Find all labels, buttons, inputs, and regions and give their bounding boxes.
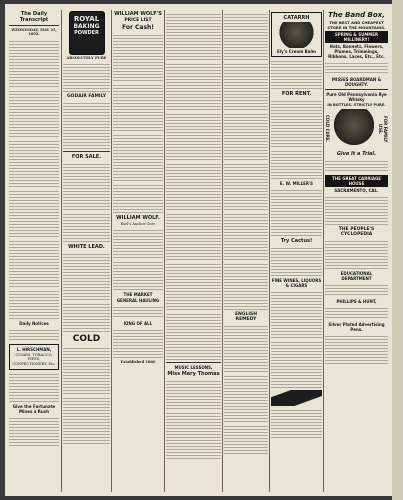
text-block (224, 162, 268, 210)
phillips-heading: PHILLIPS & HUNT, (336, 299, 377, 304)
text-block (9, 372, 59, 402)
text-block (166, 112, 221, 160)
text-block (325, 334, 388, 364)
text-block (325, 239, 388, 269)
hirschman-title: L. HIRSCHMAN, (16, 346, 52, 352)
wolf-for-cash: For Cash! (121, 24, 155, 31)
text-block (166, 411, 221, 459)
text-block (224, 212, 268, 260)
whisky-bottles: IN BOTTLES. STRICTLY PURE. (327, 103, 386, 107)
royal-powder-label: POWDER (74, 30, 99, 36)
text-block (166, 312, 221, 360)
teacher-name: Miss Mary Thomas (167, 371, 220, 377)
text-block (113, 228, 163, 258)
text-block (271, 290, 322, 338)
column-5 (224, 10, 268, 492)
established-note: Established 1860 (120, 360, 156, 365)
cyclopedia-heading: THE PEOPLE'S CYCLOPEDIA (338, 227, 375, 237)
text-block (166, 262, 221, 310)
english-remedy-heading: ENGLISH REMEDY (234, 312, 258, 322)
catarrh-ad (271, 12, 322, 57)
fine-wines-heading: FINE WINES, LIQUORS & CIGARS (271, 278, 322, 288)
text-block (113, 305, 163, 319)
divider (325, 89, 388, 90)
text-block (166, 379, 221, 409)
adjacent-page-edge (392, 0, 403, 500)
text-block (271, 340, 322, 388)
text-block (9, 289, 59, 319)
divider (9, 25, 59, 26)
market-heading: THE MARKET (123, 292, 153, 298)
portrait-illustration (273, 22, 320, 48)
godair-heading: GODAIR FAMILY (66, 94, 107, 100)
column-1 (9, 10, 59, 492)
edu-heading: EDUCATIONAL DEPARTMENT (340, 271, 373, 281)
royal-baking-powder-can (69, 11, 105, 55)
text-block (271, 188, 322, 236)
family-use-label: FOR FAMILY USE. (378, 115, 388, 143)
column-4 (166, 10, 221, 492)
whisky-ad (325, 109, 388, 149)
column-rule (164, 10, 165, 492)
divider (63, 151, 110, 152)
text-block (9, 328, 59, 342)
wolf-price-list: PRICE LIST (124, 18, 152, 23)
text-block (9, 189, 59, 237)
for-sale-heading: FOR SALE. (71, 154, 102, 161)
silver-pens-heading: Silver Plated Advertising Pens. (328, 322, 385, 332)
king-heading: KING OF ALL (123, 321, 153, 327)
millinery-banner: SPRING & SUMMER MILLINERY! (325, 31, 388, 43)
royal-baking-label: BAKING (73, 23, 100, 30)
column-rule (323, 10, 324, 492)
miller-heading: E. W. MILLER'S (279, 181, 314, 186)
text-block (271, 246, 322, 276)
mines-heading: Give the Fortunate Mines a Rush (12, 403, 56, 414)
text-block (9, 89, 59, 137)
whisky-heading: Pure Old Pennsylvania Rye Whisky (326, 92, 387, 102)
white-lead-heading: WHITE LEAD. (68, 244, 105, 251)
for-rent-heading: FOR RENT. (281, 91, 312, 97)
text-block (166, 162, 221, 210)
text-block (63, 346, 110, 394)
text-block (63, 252, 110, 300)
cold-heading: COLD (72, 334, 101, 345)
wolf-note: Earl's Anchor Cure (120, 222, 156, 226)
text-block (63, 62, 110, 92)
wolf-title: WILLIAM WOLF'S (114, 11, 162, 17)
text-block (224, 262, 268, 310)
column-6 (271, 10, 322, 492)
ely-balm: Ely's Cream Balm (277, 49, 316, 54)
column-3 (113, 10, 163, 492)
give-trial: Give It a Trial. (336, 151, 377, 157)
text-block (325, 61, 388, 75)
try-cactus-heading: Try Cactus! (280, 238, 313, 244)
text-block (271, 59, 322, 89)
text-block (9, 239, 59, 287)
text-block (271, 408, 322, 438)
misses-line: MISSES BOARDMAN & DOUGHTY. (331, 77, 382, 87)
text-block (271, 149, 322, 179)
text-block (325, 159, 388, 173)
cold-cure-label: COLD CURE. (325, 115, 330, 143)
boot-illustration (271, 390, 322, 406)
bandbox-title: The Band Box, (328, 11, 385, 19)
text-block (224, 62, 268, 110)
music-heading: MUSIC LESSONS, (174, 365, 213, 370)
price-table (113, 33, 163, 81)
text-block (271, 99, 322, 147)
text-block (63, 162, 110, 210)
text-block (63, 101, 110, 149)
text-block (113, 260, 163, 290)
hauling-heading: GENERAL HAULING (116, 298, 160, 304)
notices-heading: Daily Notices (19, 320, 49, 326)
royal-note: ABSOLUTELY PURE (66, 56, 107, 60)
sacramento-line: SACRAMENTO, CAL. (334, 188, 379, 193)
text-block (325, 195, 388, 225)
bandbox-subtitle: THE BEST AND CHEAPEST STORE IN THE MOUNTAINS. (327, 20, 386, 30)
price-table (113, 83, 163, 131)
dateline: WEDNESDAY, MAY 25, 1892. (11, 28, 57, 37)
divider (166, 362, 221, 363)
text-block (166, 12, 221, 60)
text-block (166, 62, 221, 110)
column-7 (325, 10, 388, 492)
hats-line: Hats, Bonnets, Flowers, Plumes, Trimmings, Ribbons, Laces, Etc., Etc. (328, 44, 385, 59)
column-rule (269, 10, 270, 492)
text-block (325, 306, 388, 320)
text-block (9, 416, 59, 446)
text-block (63, 212, 110, 242)
catarrh-heading: CATARRH (283, 15, 310, 21)
text-block (63, 302, 110, 332)
column-2 (63, 10, 110, 492)
royal-label: ROYAL (73, 15, 100, 23)
text-block (9, 139, 59, 187)
hirschman-body: CIGARS, TOBACCO, PIPES, CONFECTIONERY, Etc. (12, 352, 56, 366)
text-block (224, 12, 268, 60)
figure-illustration (331, 109, 377, 149)
masthead: The Daily Transcript (19, 11, 49, 23)
text-block (113, 328, 163, 358)
text-block (224, 424, 268, 454)
column-rule (111, 10, 112, 492)
text-block (224, 112, 268, 160)
text-block (325, 283, 388, 297)
wolf-signature: WILLIAM WOLF. (116, 215, 160, 221)
newspaper-page (5, 4, 392, 496)
column-rule (222, 10, 223, 492)
hirschman-ad (9, 344, 59, 370)
text-block (63, 396, 110, 444)
text-block (113, 183, 163, 213)
text-block (224, 324, 268, 372)
text-block (224, 374, 268, 422)
price-table (113, 133, 163, 181)
column-rule (61, 10, 62, 492)
text-block (9, 39, 59, 87)
carriage-banner: THE GREAT CARRIAGE HOUSE (325, 175, 388, 187)
text-block (166, 212, 221, 260)
